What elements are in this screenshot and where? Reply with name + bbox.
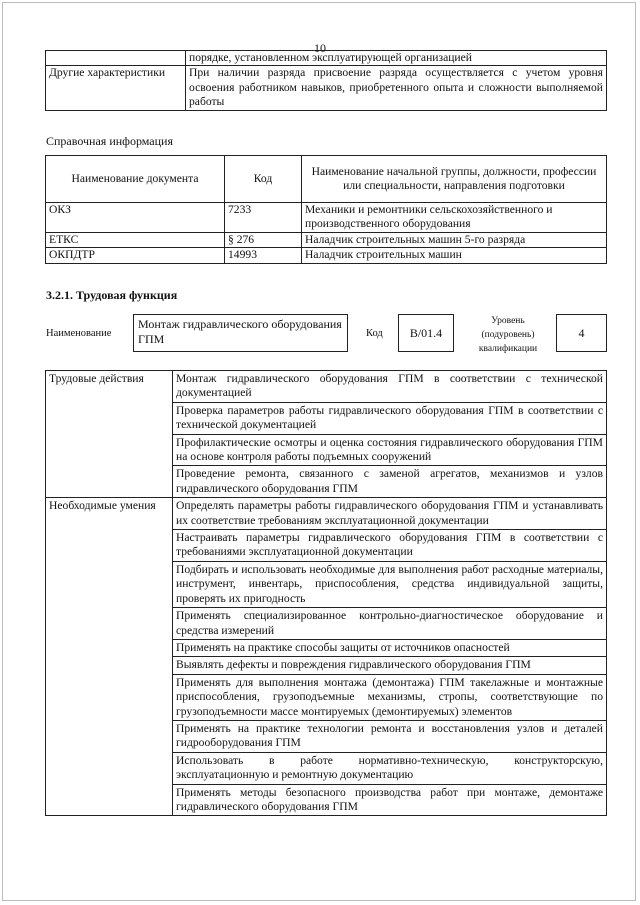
table-row: [46, 51, 607, 66]
doc-cell: ОКПДТР: [46, 248, 225, 263]
skill-item: Определять параметры работы гидравлического оборудования ГПМ и устанавливать их соответствие требованиям эксплуатационной документации: [173, 498, 607, 530]
continued-text: порядке, установленном эксплуатирующей организацией: [186, 51, 607, 66]
skill-item: Настраивать параметры гидравлического оборудования ГПМ в соответствии с требованиями эксплуатационной документации: [173, 530, 607, 562]
qualification-level-label: Уровень (подуровень) квалификации: [478, 316, 538, 354]
labor-function-table: [45, 370, 607, 816]
row-text: При наличии разряда присвоение разряда осуществляется с учетом уровня освоения работником навыков, приобретенного опыта и сложности выполняемой работы: [186, 66, 607, 110]
reference-table: [45, 155, 607, 264]
skills-label: Необходимые умения: [46, 498, 173, 816]
function-code-value: В/01.4: [398, 314, 454, 352]
skill-item: Применять на практике технологии ремонта и восстановления узлов и деталей гидрооборудования ГПМ: [173, 720, 607, 752]
skill-item: Применять для выполнения монтажа (демонтажа) ГПМ такелажные и монтажные приспособления, грузоподъемные механизмы, стропы, соответствующие по грузоподъемности массе монтируемых (демонтируемых) элементов: [173, 674, 607, 720]
empty-cell: [46, 51, 186, 66]
table-row: [46, 232, 607, 247]
doc-cell: ЕТКС: [46, 232, 225, 247]
skill-item: Применять методы безопасного производства работ при монтаже, демонтаже гидравлического оборудования ГПМ: [173, 784, 607, 816]
reference-title: Справочная информация: [46, 134, 173, 148]
table-header-row: [46, 156, 607, 203]
doc-cell: ОКЗ: [46, 203, 225, 233]
skill-item: Подбирать и использовать необходимые для выполнения работ расходные материалы, инструмент, инвентарь, приспособления, средства индивидуальной защиты, проверять их пригодность: [173, 561, 607, 607]
action-item: Монтаж гидравлического оборудования ГПМ в соответствии с технической документацией: [173, 371, 607, 403]
table-row: [46, 498, 607, 530]
row-label: Другие характеристики: [46, 66, 186, 110]
action-item: Профилактические осмотры и оценка состояния гидравлического оборудования ГПМ на основе контроля работы подъемных сооружений: [173, 434, 607, 466]
header-cell: Наименование документа: [46, 156, 225, 203]
code-cell: 14993: [225, 248, 302, 263]
actions-label: Трудовые действия: [46, 371, 173, 498]
name-cell: Наладчик строительных машин 5-го разряда: [302, 232, 607, 247]
header-cell: Код: [225, 156, 302, 203]
section-title: 3.2.1. Трудовая функция: [46, 288, 178, 302]
code-cell: 7233: [225, 203, 302, 233]
table-row: [46, 203, 607, 233]
function-code-label: Код: [366, 328, 383, 339]
action-item: Проверка параметров работы гидравлического оборудования ГПМ в соответствии с технической документацией: [173, 402, 607, 434]
action-item: Проведение ремонта, связанного с заменой агрегатов, механизмов и узлов гидравлического оборудования ГПМ: [173, 466, 607, 498]
skill-item: Использовать в работе нормативно-техническую, конструкторскую, эксплуатационную и ремонтную документацию: [173, 752, 607, 784]
function-name-value: Монтаж гидравлического оборудования ГПМ: [133, 314, 348, 352]
code-cell: § 276: [225, 232, 302, 247]
characteristics-table: [45, 50, 607, 111]
skill-item: Применять специализированное контрольно-диагностическое оборудование и средства измерений: [173, 608, 607, 640]
name-cell: Наладчик строительных машин: [302, 248, 607, 263]
table-row: [46, 66, 607, 110]
function-name-label: Наименование: [46, 328, 112, 339]
table-row: [46, 371, 607, 403]
header-cell: Наименование начальной группы, должности, профессии или специальности, направления подготовки: [302, 156, 607, 203]
skill-item: Выявлять дефекты и повреждения гидравлического оборудования ГПМ: [173, 657, 607, 674]
skill-item: Применять на практике способы защиты от источников опасностей: [173, 639, 607, 656]
qualification-level-value: 4: [556, 314, 607, 352]
page-number: 10: [314, 41, 326, 55]
table-row: [46, 248, 607, 263]
name-cell: Механики и ремонтники сельскохозяйственного и производственного оборудования: [302, 203, 607, 233]
